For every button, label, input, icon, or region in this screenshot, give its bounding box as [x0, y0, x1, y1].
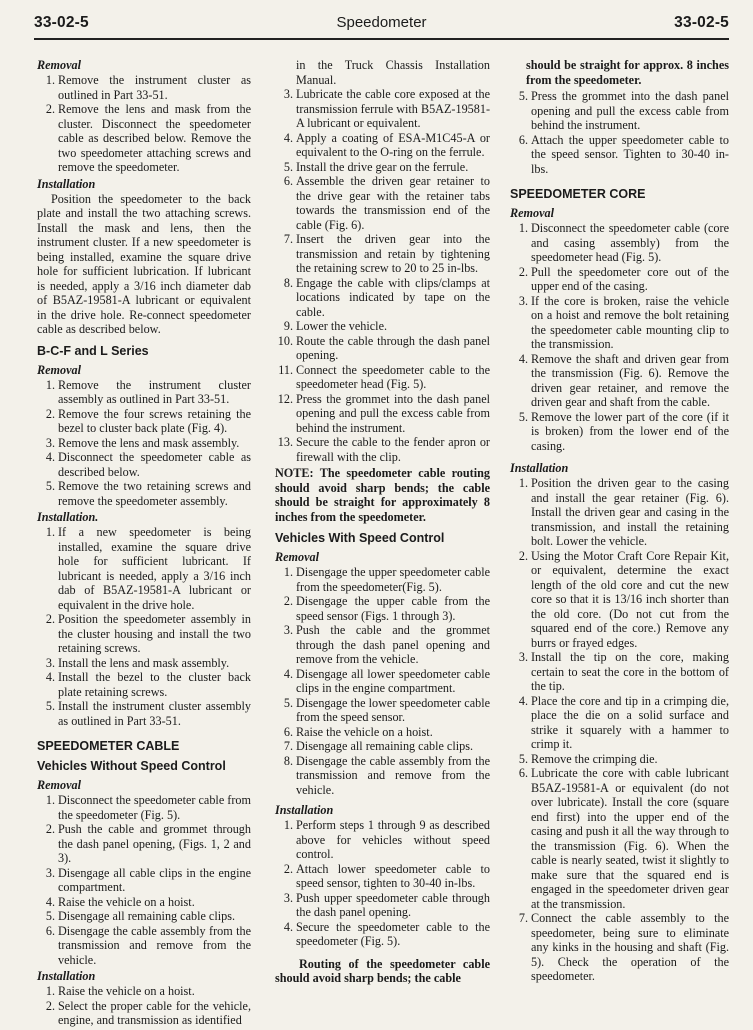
step-number: 10. — [277, 333, 293, 348]
step-number: 2. — [45, 102, 55, 116]
step-number: 6. — [45, 923, 55, 938]
step-text: Engage the cable with clips/clamps at locations indicated by tape on the cable. — [296, 275, 490, 319]
step-text: Remove the two retaining screws and remove the speedometer assembly. — [58, 479, 251, 508]
vehicles-without-speed-control-heading: Vehicles Without Speed Control — [37, 759, 226, 773]
list-item — [37, 450, 251, 479]
list-item — [275, 232, 490, 276]
list-item — [275, 739, 490, 754]
step-number: 3. — [45, 435, 55, 450]
bcf-removal-steps — [37, 378, 251, 509]
list-item — [510, 133, 729, 177]
step-text: Connect the cable assembly to the speedometer, being sure to eliminate any kinks in the housing and shaft (Fig. 5). Check the operation of the speedometer. — [531, 911, 729, 983]
step-number: 4. — [45, 894, 55, 909]
core-installation-heading: Installation — [510, 461, 569, 475]
vw-removal-heading: Removal — [275, 550, 320, 564]
step-text: Install the lens and mask assembly. — [58, 655, 230, 670]
page-title: Speedometer — [336, 14, 427, 31]
step-text: Remove the lens and mask assembly. — [58, 435, 240, 450]
step-number: 2. — [283, 594, 293, 608]
step-text: Push the cable and the grommet through the dash panel opening and remove from the vehicle. — [296, 623, 490, 666]
step-number: 13. — [277, 435, 293, 449]
step-text: Insert the driven gear into the transmission and retain by tightening the retaining screw to 20 to 25 in-lbs. — [296, 232, 490, 275]
step-text: Apply a coating of ESA-M1C45-A or equivalent to the O-ring on the ferrule. — [296, 130, 490, 159]
step-text: Press the grommet into the dash panel opening and pull the excess cable from behind the instrument. — [296, 391, 490, 435]
list-item — [275, 435, 490, 464]
step-number: 1. — [45, 377, 55, 392]
step-text: Position the speedometer assembly in the cluster housing and install the two retaining screws. — [58, 612, 251, 655]
column-left — [37, 58, 251, 1030]
list-item — [275, 87, 490, 131]
list-item — [510, 352, 729, 410]
step-number: 5. — [518, 409, 528, 424]
list-item — [510, 911, 729, 984]
step-number: 3. — [283, 623, 293, 637]
step-number: 1. — [45, 73, 55, 87]
vw-installation-steps — [275, 818, 490, 949]
vehicles-with-speed-control-heading: Vehicles With Speed Control — [275, 531, 445, 545]
list-item — [275, 696, 490, 725]
list-item — [37, 670, 251, 699]
page-header — [34, 10, 729, 40]
list-item — [510, 752, 729, 767]
step-text: Pull the speedometer core out of the upper end of the casing. — [531, 264, 729, 293]
step-text: Disengage the cable assembly from the transmission and remove from the vehicle. — [296, 753, 490, 797]
step-text: Install the drive gear on the ferrule. — [296, 159, 469, 174]
step-number: 2. — [45, 998, 55, 1013]
step-number: 3. — [283, 890, 293, 905]
step-text: Remove the instrument cluster assembly as outlined in Part 33-51. — [58, 377, 251, 406]
step-text: Perform steps 1 through 9 as described above for vehicles without speed control. — [296, 818, 490, 861]
step-number: 6. — [283, 174, 293, 188]
list-item — [37, 436, 251, 451]
step-text: Install the tip on the core, making certain to seat the core in the bottom of the tip. — [531, 650, 729, 693]
routing-note-2: Routing of the speedometer cable should avoid sharp bends; the cable — [275, 956, 490, 985]
step-text: Disengage all cable clips in the engine compartment. — [58, 865, 251, 894]
core-removal-heading: Removal — [510, 206, 555, 220]
list-item — [275, 363, 490, 392]
step-text: Disengage the cable assembly from the transmission and remove from the vehicle. — [58, 923, 251, 967]
step-text: Raise the vehicle on a hoist. — [58, 984, 195, 998]
step-text: Secure the speedometer cable to the speedometer (Fig. 5). — [296, 919, 490, 948]
list-item — [275, 334, 490, 363]
step-number: 6. — [518, 132, 528, 147]
bcf-installation-heading: Installation. — [37, 510, 99, 524]
routing-note-continued: should be straight for approx. 8 inches from the speedometer. — [526, 58, 729, 87]
step-number: 3. — [518, 650, 528, 664]
step-number: 11. — [278, 362, 293, 377]
list-item — [510, 89, 729, 133]
column-middle — [275, 58, 490, 988]
step-number: 1. — [518, 221, 528, 235]
removal-steps — [37, 73, 251, 175]
bcf-series-heading: B-C-F and L Series — [37, 343, 149, 358]
step-text: If a new speedometer is being installed, examine the square drive hole for sufficient lubricant. If lubricant is needed, apply a 3/16 inch dab of B5AZ-19581-A lubricant or equivalent in the drive hole. — [58, 525, 251, 612]
list-item — [37, 924, 251, 968]
step-text: Push the cable and grommet through the dash panel opening, (Figs. 1, 2 and 3). — [58, 822, 251, 865]
list-item — [275, 276, 490, 320]
list-item — [275, 160, 490, 175]
vw-installation-heading: Installation — [275, 803, 334, 817]
step-text: Route the cable through the dash panel opening. — [296, 333, 490, 362]
step-number: 2. — [45, 822, 55, 836]
step-number: 4. — [283, 919, 293, 934]
step-number: 1. — [283, 818, 293, 832]
step-number: 2. — [518, 548, 528, 563]
removal-heading: Removal — [37, 58, 82, 72]
step-text: Disengage the upper cable from the speed sensor (Figs. 1 through 3). — [296, 594, 490, 623]
list-item — [37, 895, 251, 910]
step-number: 4. — [518, 351, 528, 366]
vwo-installation-heading: Installation — [37, 969, 96, 983]
step-text: Disconnect the speedometer cable from the speedometer (Fig. 5). — [58, 793, 251, 822]
list-item — [275, 174, 490, 232]
step-number: 3. — [283, 87, 293, 101]
column-right — [510, 58, 729, 986]
step-text: Position the driven gear to the casing and install the gear retainer (Fig. 6). Install the driven gear and casing in the transmission, and install the retaining bolt. Lower the vehicle. — [531, 476, 729, 548]
step-number: 3. — [518, 293, 528, 308]
step-number: 2. — [45, 612, 55, 626]
list-item — [37, 102, 251, 175]
step-number: 8. — [283, 275, 293, 290]
list-item — [37, 822, 251, 866]
list-item — [275, 920, 490, 949]
list-item — [37, 793, 251, 822]
list-item — [275, 131, 490, 160]
step-text: Secure the cable to the fender apron or firewall with the clip. — [296, 435, 490, 464]
step-number: 9. — [283, 319, 293, 333]
vwo-removal-heading: Removal — [37, 778, 82, 792]
page-number-right: 33-02-5 — [674, 14, 729, 31]
step-text: Disconnect the speedometer cable as described below. — [58, 450, 251, 479]
speedometer-core-heading: SPEEDOMETER CORE — [510, 187, 646, 201]
bcf-removal-heading: Removal — [37, 362, 82, 377]
step-text: Select the proper cable for the vehicle, engine, and transmission as identified — [58, 998, 251, 1027]
step-number: 6. — [518, 766, 528, 780]
list-item — [275, 725, 490, 740]
step-number: 5. — [518, 89, 528, 103]
step-number: 2. — [518, 264, 528, 279]
list-item — [275, 754, 490, 798]
list-item — [37, 984, 251, 999]
step-text: Raise the vehicle on a hoist. — [296, 724, 433, 739]
step-number: 5. — [45, 909, 55, 923]
step-text: Assemble the driven gear retainer to the drive gear with the retainer tabs towards the transmission end of the cable (Fig. 6). — [296, 174, 490, 232]
step-text: Press the grommet into the dash panel opening and pull the excess cable from behind the instrument. — [531, 89, 729, 132]
vw-removal-steps — [275, 565, 490, 797]
list-item — [37, 999, 251, 1028]
step-text: Lubricate the cable core exposed at the transmission ferrule with B5AZ-19581-A lubricant or equivalent. — [296, 87, 490, 130]
step-text: Disengage all remaining cable clips. — [58, 909, 235, 923]
step-number: 5. — [45, 479, 55, 493]
step-text: Using the Motor Craft Core Repair Kit, or equivalent, determine the exact length of the old core and cut the new core so that it is 13/16 inch shorter than the old core. (Do not cut from the squared end of the core.) Remove any burrs or frayed edges. — [531, 548, 729, 650]
core-installation-steps — [510, 476, 729, 984]
vwo-installation-steps — [37, 984, 251, 1028]
step-number: 4. — [518, 693, 528, 708]
step-text: Lower the vehicle. — [296, 319, 388, 333]
list-item — [37, 525, 251, 612]
list-item — [275, 565, 490, 594]
page-number-left: 33-02-5 — [34, 14, 89, 31]
step-text: Lubricate the core with cable lubricant B5AZ-19581-A or equivalent (do not over lubricate). Install the core (square end first) into the upper end of the casing and push it all the way through to the transmission (Fig. 6). When the cable is nearly seated, twist it slightly to make sure that the squared end is engaged in the speedometer driven gear at the transmission. — [531, 766, 729, 911]
step-number: 5. — [283, 159, 293, 174]
list-item — [510, 766, 729, 911]
step-number: 2. — [45, 406, 55, 421]
step-text: Place the core and tip in a crimping die, place the die on a solid surface and strike it squarely with a hammer to crimp it. — [531, 693, 729, 751]
list-item — [37, 612, 251, 656]
list-item — [510, 294, 729, 352]
step-number: 1. — [45, 793, 55, 807]
step-number: 6. — [283, 724, 293, 739]
step-number: 1. — [518, 476, 528, 490]
installation-paragraph: Position the speedometer to the back plate and install the two attaching screws. Install the mask and lens, then the instrument cluster. If a new speedometer is being installed, examine the square drive hole for sufficient lubrication. If lubricant is needed, apply a 3/16 inch diameter dab of B5AZ-19581-A lubricant or equivalent in the drive hole. Re-connect speedometer cable as described below. — [37, 191, 251, 336]
list-item — [275, 818, 490, 862]
step-number: 4. — [45, 450, 55, 464]
speedometer-cable-heading: SPEEDOMETER CABLE — [37, 739, 180, 753]
installation-heading: Installation — [37, 176, 96, 191]
list-item — [37, 378, 251, 407]
list-item — [37, 73, 251, 102]
routing-note: NOTE: The speedometer cable routing should avoid sharp bends; the cable should be straight for approximately 8 inches from the speedometer. — [275, 466, 490, 524]
list-item — [510, 476, 729, 549]
step-text: Disconnect the speedometer cable (core and casing assembly) from the speedometer head (Fig. 5). — [531, 221, 729, 264]
step-number: 5. — [518, 751, 528, 766]
list-item — [275, 623, 490, 667]
step-text: Remove the crimping die. — [531, 751, 658, 766]
step-number: 5. — [45, 699, 55, 713]
step-text: Remove the instrument cluster as outlined in Part 33-51. — [58, 73, 251, 102]
list-item — [510, 694, 729, 752]
continuation-text: in the Truck Chassis Installation Manual. — [296, 58, 490, 87]
step-number: 1. — [283, 565, 293, 579]
list-item — [510, 221, 729, 265]
list-item — [275, 594, 490, 623]
list-item — [275, 392, 490, 436]
list-item — [510, 410, 729, 454]
step-text: Disengage the lower speedometer cable from the speed sensor. — [296, 695, 490, 724]
step-text: Install the instrument cluster assembly as outlined in Part 33-51. — [58, 699, 251, 728]
step-text: Attach the upper speedometer cable to the speed sensor. Tighten to 30-40 in-lbs. — [531, 132, 729, 176]
step-number: 4. — [45, 670, 55, 684]
step-text: If the core is broken, raise the vehicle on a hoist and remove the bolt retaining the speedometer cable mounting clip to the transmission. — [531, 293, 729, 351]
step-text: Remove the four screws retaining the bezel to cluster back plate (Fig. 4). — [58, 406, 251, 435]
step-text: Disengage all remaining cable clips. — [296, 739, 473, 753]
list-item — [37, 909, 251, 924]
list-item — [275, 891, 490, 920]
step-text: Disengage all lower speedometer cable clips in the engine compartment. — [296, 666, 490, 695]
core-removal-steps — [510, 221, 729, 453]
list-item — [275, 319, 490, 334]
list-item — [37, 407, 251, 436]
list-item — [37, 866, 251, 895]
step-number: 2. — [283, 861, 293, 876]
vwo-installation-steps-continued — [275, 87, 490, 464]
list-item — [37, 699, 251, 728]
step-number: 1. — [45, 984, 55, 998]
step-text: Push upper speedometer cable through the dash panel opening. — [296, 890, 490, 919]
step-text: Remove the shaft and driven gear from the transmission (Fig. 6). Remove the driven gear retainer, and remove the driven gear and shaft from the cable. — [531, 351, 729, 409]
step-number: 7. — [518, 911, 528, 925]
list-item — [510, 650, 729, 694]
step-number: 7. — [283, 232, 293, 246]
step-number: 8. — [283, 753, 293, 768]
step-text: Remove the lower part of the core (if it is broken) from the lower end of the casing. — [531, 409, 729, 453]
step-text: Install the bezel to the cluster back plate retaining screws. — [58, 670, 251, 699]
list-item — [37, 656, 251, 671]
bcf-installation-steps — [37, 525, 251, 728]
list-item — [275, 667, 490, 696]
step-number: 12. — [277, 391, 293, 406]
step-number: 4. — [283, 666, 293, 681]
step-number: 5. — [283, 695, 293, 710]
step-number: 1. — [45, 525, 55, 539]
vw-installation-steps-continued — [510, 89, 729, 176]
step-number: 3. — [45, 655, 55, 670]
step-text: Connect the speedometer cable to the speedometer head (Fig. 5). — [296, 362, 490, 391]
step-text: Disengage the upper speedometer cable from the speedometer(Fig. 5). — [296, 565, 490, 594]
list-item — [275, 862, 490, 891]
step-text: Raise the vehicle on a hoist. — [58, 894, 195, 909]
step-text: Remove the lens and mask from the cluster. Disconnect the speedometer cable as described below. Remove the two speedometer attaching screws and remove the speedometer. — [58, 102, 251, 174]
step-text: Attach lower speedometer cable to speed sensor, tighten to 30-40 in-lbs. — [296, 861, 490, 890]
step-number: 3. — [45, 865, 55, 880]
list-item — [510, 549, 729, 651]
list-item — [510, 265, 729, 294]
step-number: 4. — [283, 130, 293, 145]
vwo-removal-steps — [37, 793, 251, 967]
list-item — [37, 479, 251, 508]
step-number: 7. — [283, 739, 293, 753]
